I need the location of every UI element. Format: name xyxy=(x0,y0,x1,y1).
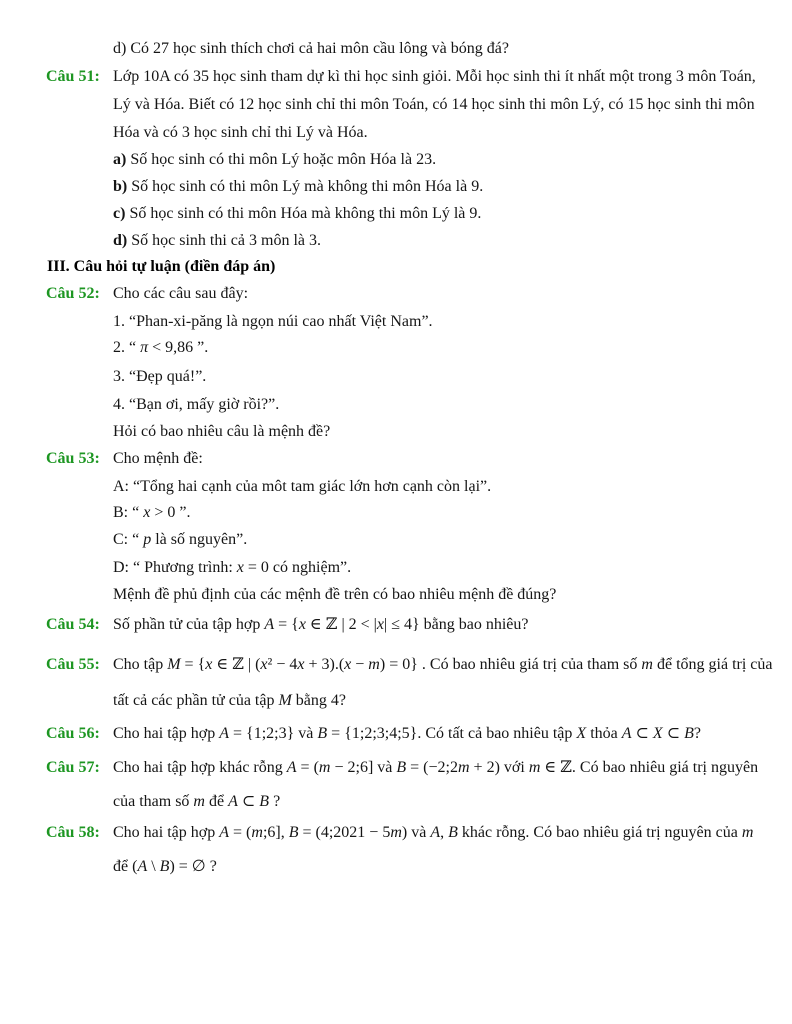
question-row xyxy=(0,654,792,676)
line-text: Cho mệnh đề: xyxy=(113,450,203,467)
question-label: Câu 56: xyxy=(46,725,100,742)
line-text: C: “ p là số nguyên”. xyxy=(113,531,248,548)
list-item xyxy=(0,394,792,416)
list-item xyxy=(0,502,792,524)
line-text: Cho hai tập hợp A = {1;2;3} và B = {1;2;3;4;5}. Có tất cả bao nhiêu tập X thỏa A ⊂ X ⊂ B? xyxy=(113,725,701,742)
question-row xyxy=(0,757,792,779)
list-item xyxy=(0,557,792,579)
line-text: Cho hai tập hợp khác rỗng A = (m − 2;6] và B = (−2;2m + 2) với m ∈ ℤ. Có bao nhiêu giá trị nguyên xyxy=(113,759,759,776)
line-text: d) Có 27 học sinh thích chơi cả hai môn cầu lông và bóng đá? xyxy=(113,40,509,57)
line-text: c) Số học sinh có thi môn Hóa mà không thi môn Lý là 9. xyxy=(113,205,482,222)
list-item xyxy=(0,337,792,359)
text-line xyxy=(0,690,792,712)
line-text: Lớp 10A có 35 học sinh tham dự kì thi học sinh giỏi. Mỗi học sinh thi ít nhất một trong 3 môn Toán, xyxy=(113,68,756,85)
question-label: Câu 52: xyxy=(46,285,100,302)
line-text: B: “ x > 0 ”. xyxy=(113,504,191,521)
statement-d xyxy=(0,230,792,252)
line-text: b) Số học sinh có thi môn Lý mà không thi môn Hóa là 9. xyxy=(113,178,484,195)
question-label: Câu 54: xyxy=(46,616,100,633)
line-text: 3. “Đẹp quá!”. xyxy=(113,368,207,385)
text-line xyxy=(0,421,792,443)
line-text: để (A \ B) = ∅ ? xyxy=(113,858,217,875)
question-row xyxy=(0,66,792,88)
line-text: Số phần tử của tập hợp A = {x ∈ ℤ | 2 < |x| ≤ 4} bằng bao nhiêu? xyxy=(113,616,529,633)
list-item xyxy=(0,529,792,551)
question-label: Câu 51: xyxy=(46,68,100,85)
question-row xyxy=(0,283,792,305)
line-text: Cho các câu sau đây: xyxy=(113,285,249,302)
statement-c xyxy=(0,203,792,225)
section-heading xyxy=(0,256,792,278)
question-row xyxy=(0,614,792,636)
text-line xyxy=(0,856,792,878)
line-text: Mệnh đề phủ định của các mệnh đề trên có bao nhiêu mệnh đề đúng? xyxy=(113,586,557,603)
statement-a xyxy=(0,149,792,171)
statement-b xyxy=(0,176,792,198)
line-text: Hỏi có bao nhiêu câu là mệnh đề? xyxy=(113,423,331,440)
list-item xyxy=(0,366,792,388)
line-text: A: “Tổng hai cạnh của môt tam giác lớn hơn cạnh còn lại”. xyxy=(113,478,492,495)
line-text: tất cả các phần tử của tập M bằng 4? xyxy=(113,692,346,709)
line-text: Cho tập M = {x ∈ ℤ | (x² − 4x + 3).(x − m) = 0} . Có bao nhiêu giá trị của tham số m để tổng giá trị của xyxy=(113,656,773,673)
line-text: Hóa và có 3 học sinh chỉ thi Lý và Hóa. xyxy=(113,124,368,141)
text-line xyxy=(0,38,792,60)
line-text: 2. “ π < 9,86 ”. xyxy=(113,339,209,356)
line-text: 4. “Bạn ơi, mấy giờ rồi?”. xyxy=(113,396,280,413)
text-line xyxy=(0,94,792,116)
question-label: Câu 57: xyxy=(46,759,100,776)
line-text: của tham số m để A ⊂ B ? xyxy=(113,793,281,810)
question-row xyxy=(0,448,792,470)
question-label: Câu 58: xyxy=(46,824,100,841)
question-row xyxy=(0,822,792,844)
text-line xyxy=(0,122,792,144)
line-text: 1. “Phan-xi-păng là ngọn núi cao nhất Việt Nam”. xyxy=(113,313,433,330)
question-label: Câu 55: xyxy=(46,656,100,673)
line-text: Cho hai tập hợp A = (m;6], B = (4;2021 − 5m) và A, B khác rỗng. Có bao nhiêu giá trị nguyên của m xyxy=(113,824,754,841)
line-text: a) Số học sinh có thi môn Lý hoặc môn Hóa là 23. xyxy=(113,151,437,168)
line-text: d) Số học sinh thi cả 3 môn là 3. xyxy=(113,232,321,249)
question-label: Câu 53: xyxy=(46,450,100,467)
text-line xyxy=(0,584,792,606)
list-item xyxy=(0,476,792,498)
text-line xyxy=(0,791,792,813)
line-text: Lý và Hóa. Biết có 12 học sinh chỉ thi môn Toán, có 14 học sinh thi môn Lý, có 15 học sinh thi môn xyxy=(113,96,755,113)
list-item xyxy=(0,311,792,333)
section-heading-text: III. Câu hỏi tự luận (điền đáp án) xyxy=(47,258,276,275)
question-row xyxy=(0,723,792,745)
line-text: D: “ Phương trình: x = 0 có nghiệm”. xyxy=(113,559,352,576)
